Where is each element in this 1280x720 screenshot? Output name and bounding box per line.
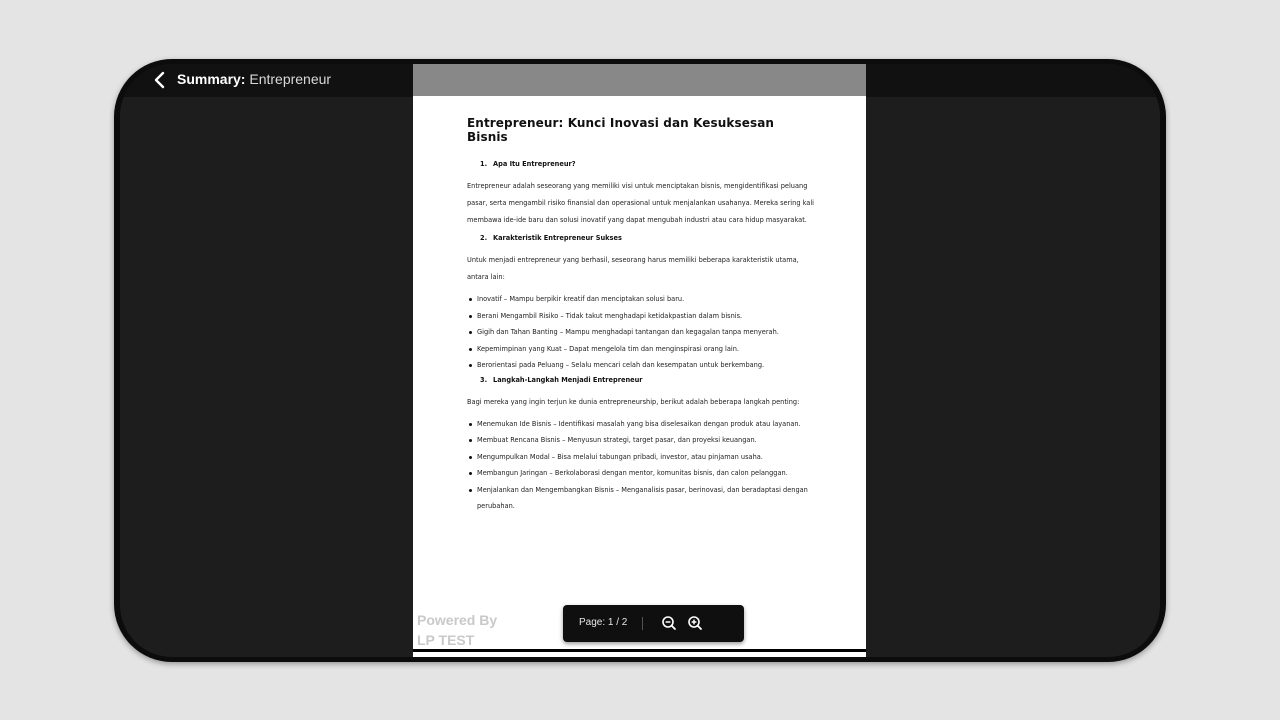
bullet-list <box>467 291 815 374</box>
device-frame <box>114 59 1166 662</box>
title-value: Entrepreneur <box>249 71 332 87</box>
list-item: Kepemimpinan yang Kuat – Dapat mengelola tim dan menginspirasi orang lain. <box>467 341 815 358</box>
back-button[interactable] <box>147 68 171 92</box>
list-item: Menemukan Ide Bisnis – Identifikasi masalah yang bisa diselesaikan dengan produk atau layanan. <box>467 416 815 433</box>
list-item: Menjalankan dan Mengembangkan Bisnis – Menganalisis pasar, berinovasi, dan beradaptasi dengan perubahan. <box>467 482 815 515</box>
document-title: Entrepreneur: Kunci Inovasi dan Kesuksesan Bisnis <box>467 116 775 144</box>
zoom-out-icon <box>661 615 677 631</box>
page-toolbar <box>563 605 744 642</box>
watermark-line-1: Powered By <box>417 612 498 628</box>
watermark-line-2: LP TEST <box>417 632 475 648</box>
pdf-page-header-band <box>413 64 866 96</box>
zoom-out-button[interactable] <box>661 615 677 631</box>
list-item: Berorientasi pada Peluang – Selalu mencari celah dan kesempatan untuk berkembang. <box>467 357 815 374</box>
zoom-in-icon <box>687 615 703 631</box>
section-paragraph: Bagi mereka yang ingin terjun ke dunia entrepreneurship, berikut adalah beberapa langkah penting: <box>467 397 800 406</box>
section-heading: 1. Apa Itu Entrepreneur? <box>480 160 576 168</box>
title-prefix: Summary: <box>177 71 246 87</box>
section-paragraph: Untuk menjadi entrepreneur yang berhasil, seseorang harus memiliki beberapa karakteristik utama, antara lain: <box>467 256 799 281</box>
list-item: Mengumpulkan Modal – Bisa melalui tabungan pribadi, investor, atau pinjaman usaha. <box>467 449 815 466</box>
list-item: Inovatif – Mampu berpikir kreatif dan menciptakan solusi baru. <box>467 291 815 308</box>
page-title <box>177 71 331 87</box>
page-indicator: Page: 1 / 2 <box>579 617 628 628</box>
list-item: Berani Mengambil Risiko – Tidak takut menghadapi ketidakpastian dalam bisnis. <box>467 308 815 325</box>
list-item: Membuat Rencana Bisnis – Menyusun strategi, target pasar, dan proyeksi keuangan. <box>467 432 815 449</box>
page-bottom-border <box>413 649 866 652</box>
list-item: Membangun Jaringan – Berkolaborasi dengan mentor, komunitas bisnis, dan calon pelanggan. <box>467 465 815 482</box>
section-heading: 2. Karakteristik Entrepreneur Sukses <box>480 234 622 242</box>
zoom-in-button[interactable] <box>687 615 703 631</box>
viewer-screen <box>120 64 1160 657</box>
section-paragraph: Entrepreneur adalah seseorang yang memiliki visi untuk menciptakan bisnis, mengidentifikasi peluang pasar, serta mengambil risiko finansial dan operasional untuk menjalankan usahanya. Mereka sering kali membawa ide-ide baru dan solusi inovatif yang dapat mengubah industri atau cara hidup masyarakat. <box>467 182 815 224</box>
chevron-left-icon <box>152 71 166 89</box>
powered-by-watermark <box>417 610 497 650</box>
pdf-page[interactable] <box>413 64 866 657</box>
document-content <box>467 116 815 515</box>
section-heading: 3. Langkah-Langkah Menjadi Entrepreneur <box>480 375 643 384</box>
toolbar-divider <box>642 617 643 630</box>
bullet-list <box>467 416 815 515</box>
list-item: Gigih dan Tahan Banting – Mampu menghadapi tantangan dan kegagalan tanpa menyerah. <box>467 324 815 341</box>
